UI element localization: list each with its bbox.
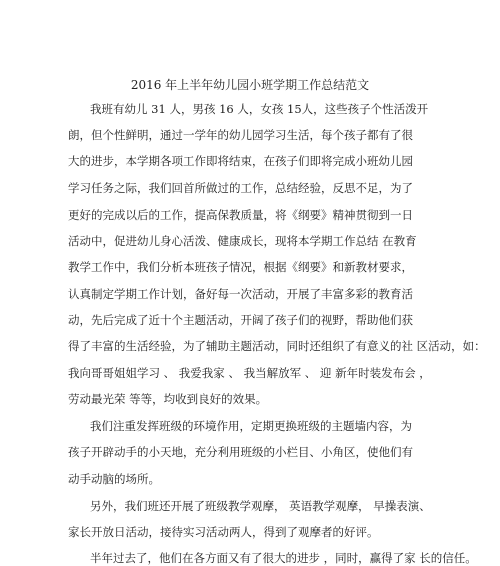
text-line-10: 得了丰富的生活经验，为了辅助主题活动，同时还组织了有意义的社 区活动，如：	[68, 339, 486, 353]
text-line-16: 另外，我们班还开展了班级教学观摩， 英语教学观摩， 早操表演、	[90, 499, 431, 513]
text-line-15: 动手动脑的场所。	[68, 472, 160, 486]
text-line-9: 动，先后完成了近十个主题活动，开阔了孩子们的视野，帮助他们获	[68, 313, 413, 327]
text-line-13: 我们注重发挥班级的环境作用，定期更换班级的主题墙内容，为	[90, 419, 412, 433]
text-line-4: 学习任务之际，我们回首所做过的工作，总结经验，反思不足，为了	[68, 181, 413, 195]
text-line-12: 劳动最光荣 等等，均收到良好的效果。	[68, 392, 268, 406]
text-line-17: 家长开放日活动，接待实习活动两人，得到了观摩者的好评。	[68, 525, 379, 539]
text-line-3: 大的进步，本学期各项工作即将结束，在孩子们即将完成小班幼儿园	[68, 154, 413, 168]
text-line-2: 朗，但个性鲜明，通过一学年的幼儿园学习生活，每个孩子都有了很	[68, 128, 413, 142]
text-line-7: 教学工作中，我们分析本班孩子情况，根据《纲要》和新教材要求，	[68, 260, 413, 274]
text-line-1: 我班有幼儿 31 人，男孩 16 人，女孩 15人，这些孩子个性活泼开	[90, 102, 429, 116]
text-line-18: 半年过去了，他们在各方面又有了很大的进步 ，同时，赢得了家 长的信任。	[90, 551, 477, 565]
document-title: 2016 年上半年幼儿园小班学期工作总结范文	[130, 78, 370, 92]
text-line-5: 更好的完成以后的工作，提高保教质量，将《纲要》精神贯彻到一日	[68, 208, 413, 222]
text-line-6: 活动中，促进幼儿身心活泼、健康成长，现将本学期工作总结 在教育	[68, 234, 417, 248]
text-line-14: 孩子开辟动手的小天地，充分利用班级的小栏目、小角区，使他们有	[68, 445, 413, 459]
text-line-8: 认真制定学期工作计划，备好每一次活动，开展了丰富多彩的教育活	[68, 287, 413, 301]
text-line-11: 我向哥哥姐姐学习 、 我爱我家 、 我当解放军 、 迎 新年时装发布会 ，	[68, 366, 431, 380]
